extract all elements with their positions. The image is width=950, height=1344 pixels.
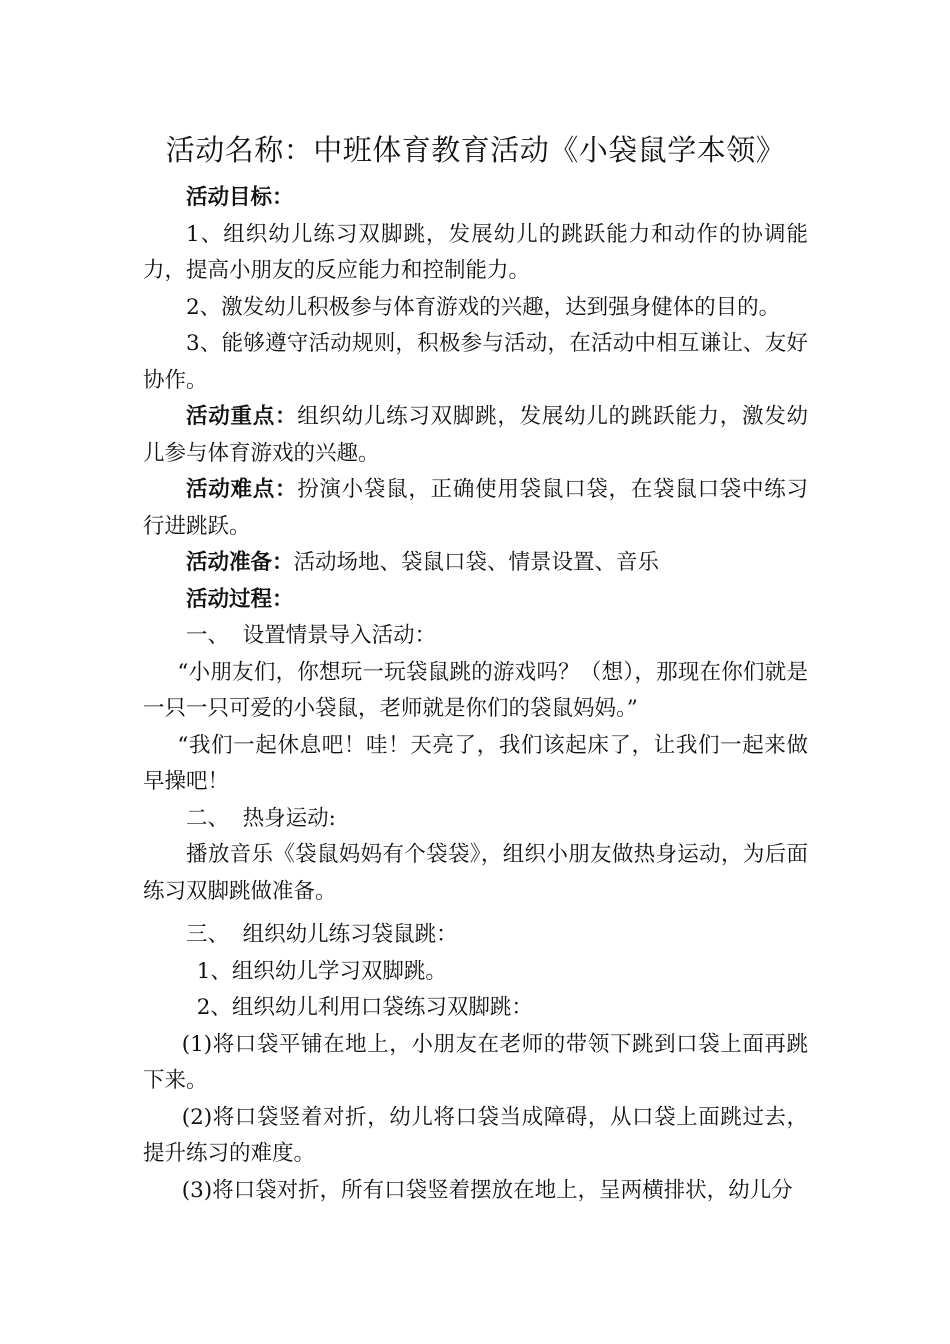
practice-item-2: (2)将口袋竖着对折，幼儿将口袋当成障碍，从口袋上面跳过去，提升练习的难度。 [143, 1104, 808, 1166]
key-point-label: 活动重点： [186, 404, 298, 429]
step-2-heading: 二、 热身运动: [186, 805, 336, 831]
document-page [143, 128, 808, 1209]
step-1-heading: 一、 设置情景导入活动： [186, 623, 437, 648]
difficulty-label: 活动难点： [186, 477, 298, 502]
goal-item-2: 2、激发幼儿积极参与体育游戏的兴趣，达到强身健体的目的。 [186, 294, 781, 320]
process-heading [143, 582, 808, 619]
quote-paragraph-2: “我们一起休息吧！哇！天亮了，我们该起床了，让我们一起来做早操吧！ [143, 732, 808, 794]
spacer [143, 910, 808, 917]
preparation-text: 活动场地、袋鼠口袋、情景设置、音乐 [293, 550, 660, 575]
quote-paragraph-1: “小朋友们，你想玩一玩袋鼠跳的游戏吗？（想），那现在你们就是一只一只可爱的小袋鼠，老师就是你们的袋鼠妈妈。” [143, 659, 808, 721]
goal-item-3: 3、能够遵守活动规则，积极参与活动，在活动中相互谦让、友好协作。 [143, 331, 808, 393]
difficulty-paragraph [143, 472, 808, 545]
step-3-heading: 三、 组织幼儿练习袋鼠跳： [186, 922, 458, 947]
warmup-paragraph: 播放音乐《袋鼠妈妈有个袋袋》，组织小朋友做热身运动，为后面练习双脚跳做准备。 [143, 842, 808, 904]
difficulty-text: 扮演小袋鼠，正确使用袋鼠口袋，在袋鼠口袋中练习行进跳跃。 [143, 477, 808, 539]
key-point-text: 组织幼儿练习双脚跳，发展幼儿的跳跃能力，激发幼儿参与体育游戏的兴趣。 [143, 404, 808, 466]
page-title: 活动名称：中班体育教育活动《小袋鼠学本领》 [165, 133, 786, 167]
goals-label: 活动目标： [186, 185, 294, 210]
preparation-label: 活动准备： [186, 550, 294, 575]
goal-item-1: 1、组织幼儿练习双脚跳，发展幼儿的跳跃能力和动作的协调能力，提高小朋友的反应能力和控制能力。 [143, 221, 808, 283]
practice-item-1: (1)将口袋平铺在地上，小朋友在老师的带领下跳到口袋上面再跳下来。 [143, 1031, 808, 1093]
goals-heading [143, 180, 808, 217]
process-label: 活动过程： [186, 586, 294, 612]
key-point-paragraph [143, 399, 808, 472]
sub-item-2: 2、组织幼儿利用口袋练习双脚跳： [196, 995, 533, 1020]
practice-item-3: (3)将口袋对折，所有口袋竖着摆放在地上，呈两横排状，幼儿分 [181, 1177, 793, 1203]
sub-item-1: 1、组织幼儿学习双脚跳。 [196, 958, 447, 984]
preparation-paragraph [143, 545, 808, 582]
